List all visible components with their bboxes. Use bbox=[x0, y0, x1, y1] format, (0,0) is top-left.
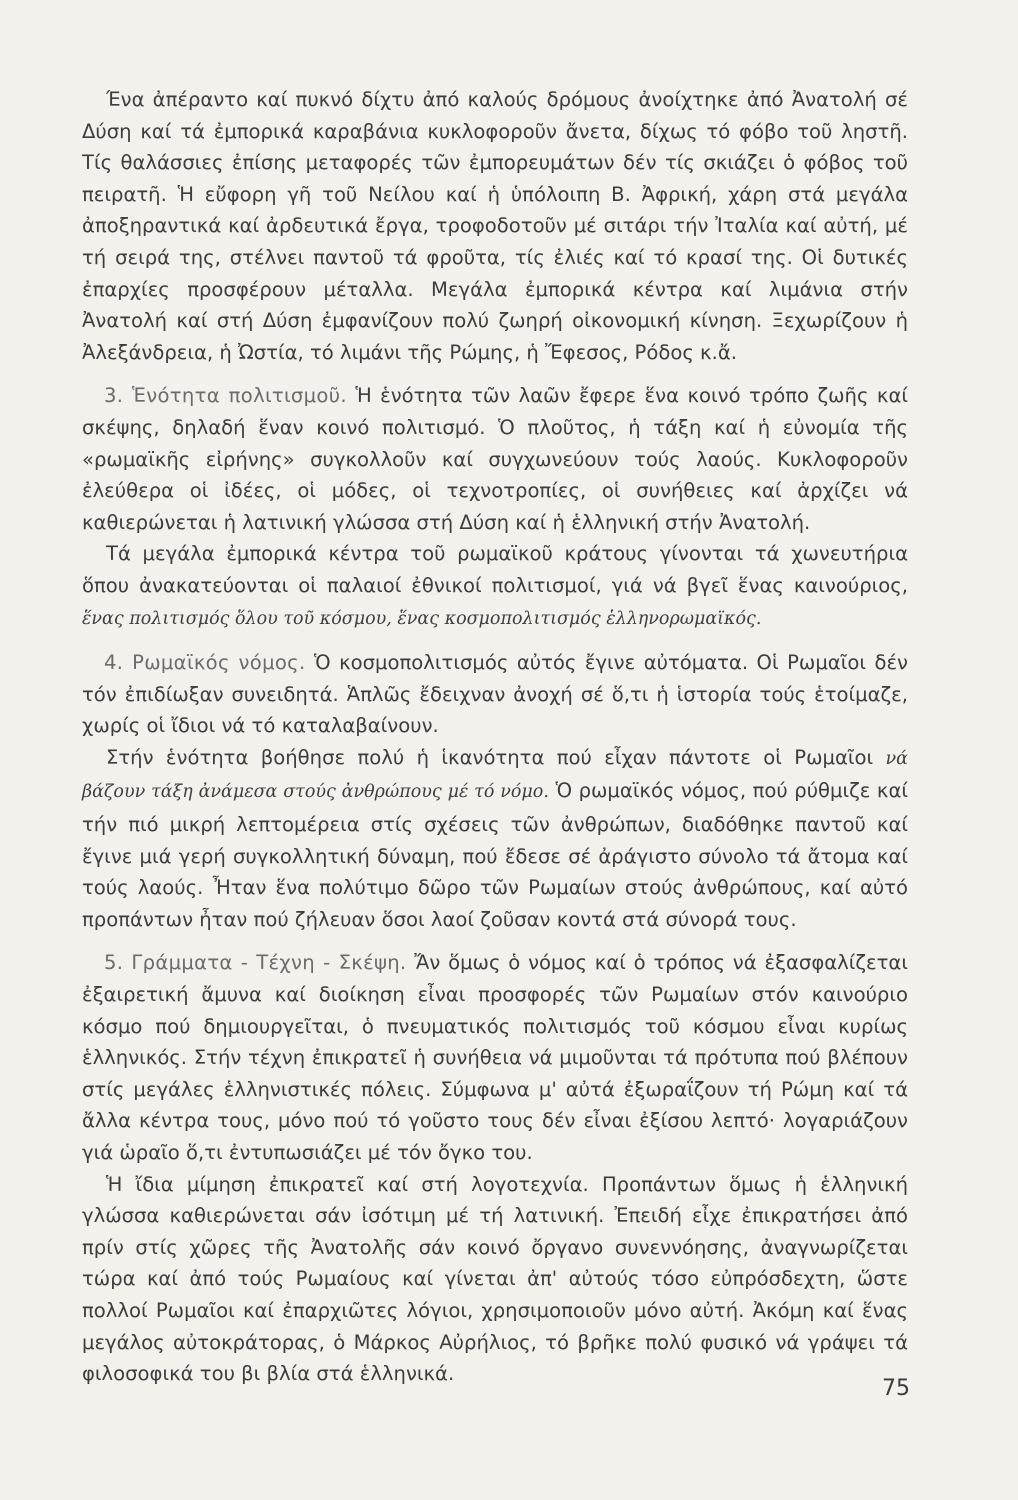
section-3-unity-of-civilization bbox=[82, 380, 908, 538]
italic-phrase: ἕνας πολιτισμός ὅλου τοῦ κόσμου, ἕνας κοσμοπολιτισμός ἑλληνορωμαϊκός. bbox=[82, 608, 762, 629]
italic-phrase: νά βάζουν τάξη ἀνάμεσα στούς ἀνθρώπους μέ τό νόμο. bbox=[82, 748, 908, 803]
section-5-text: Ἄν ὅμως ὁ νόμος καί ὁ τρόπος νά ἐξασφαλίζεται ἐξαιρετική ἄμυνα καί διοίκηση εἶναι προσφορές τῶν Ρωμαίων στόν καινούριο κόσμο πού δημιουργεῖται, ὁ πνευματικός πολιτισμός τοῦ κόσμου εἶναι κυρίως ἑλληνικός. Στήν τέχνη ἐπικρατεῖ ἡ συνήθεια νά μιμοῦνται τά πρότυπα πού βλέπουν στίς μεγάλες ἑλληνιστικές πόλεις. Σύμφωνα μ' αὐτά ἐξωραΐζουν τή Ρώμη καί τά ἄλλα κέντρα τους, μόνο πού τό γοῦστο τους δέν εἶναι ἐξίσου λεπτό· λογαριάζουν γιά ὡραῖο ὅ,τι ἐντυπωσιάζει μέ τόν ὄγκο του. bbox=[82, 951, 908, 1164]
section-5-heading: 5. Γράμματα - Τέχνη - Σκέψη. bbox=[104, 951, 407, 975]
page-body bbox=[82, 84, 908, 1390]
section-3-text: Ἡ ἑνότητα τῶν λαῶν ἔφερε ἕνα κοινό τρόπο ζωῆς καί σκέψης, δηλαδή ἕναν κοινό πολιτισμό. Ὁ πλοῦτος, ἡ τάξη καί ἡ εὐνομία τῆς «ρωμαϊκῆς εἰρήνης» συγκολλοῦν καί συγχωνεύουν τούς λαούς. Κυκλοφοροῦν ἐλεύθερα οἱ ἰδέες, οἱ μόδες, οἱ τεχνοτροπίες, οἱ συνήθειες καί ἀρχίζει νά καθιερώνεται ἡ λατινική γλώσσα στή Δύση καί ἡ ἑλληνική στήν Ἀνατολή. bbox=[82, 384, 908, 534]
paragraph-literature bbox=[82, 1169, 908, 1390]
section-4-text: Ὁ κοσμοπολιτισμός αὐτός ἔγινε αὐτόματα. Οἱ Ρωμαῖοι δέν τόν ἐπιδίωξαν συνειδητά. Ἁπλῶς ἔδειχναν ἀνοχή σέ ὅ,τι ἡ ἱστορία τούς ἑτοίμαζε, χωρίς οἱ ἴδιοι νά τό καταλαβαίνουν. bbox=[82, 651, 908, 738]
paragraph-text: Ἡ ἴδια μίμηση ἐπικρατεῖ καί στή λογοτεχνία. Προπάντων ὅμως ἡ ἑλληνική γλώσσα καθιερώνεται σάν ἰσότιμη μέ τή λατινική. Ἐπειδή εἶχε ἐπικρατήσει ἀπό πρίν στίς χῶρες τῆς Ἀνατολῆς σάν κοινό ὄργανο συνεννόησης, ἀναγνωρίζεται τώρα καί ἀπό τούς Ρωμαίους καί γίνεται ἀπ' αὐτούς τόσο εὐπρόσδεχτη, ὥστε πολλοί Ρωμαῖοι καί ἐπαρχιῶτες λόγιοι, χρησιμοποιοῦν μόνο αὐτή. Ἀκόμη καί ἕνας μεγάλος αὐτοκράτορας, ὁ Μάρκος Αὐρήλιος, τό βρῆκε πολύ φυσικό νά γράψει τά φιλοσοφικά του βι βλία στά ἑλληνικά. bbox=[82, 1172, 908, 1386]
section-4-heading: 4. Ρωμαϊκός νόμος. bbox=[104, 651, 306, 675]
paragraph-text: Τά μεγάλα ἐμπορικά κέντρα τοῦ ρωμαϊκοῦ κράτους γίνονται τά χωνευτήρια ὅπου ἀνακατεύονται οἱ παλαιοί ἐθνικοί πολιτισμοί, γιά νά βγεῖ ἕνας καινούριος, bbox=[82, 542, 908, 597]
section-4-roman-law bbox=[82, 647, 908, 742]
paragraph-trade-routes bbox=[82, 84, 908, 368]
section-5-letters-art-thought bbox=[82, 947, 908, 1168]
page-number: 75 bbox=[882, 1376, 910, 1401]
paragraph-text: Στήν ἑνότητα βοήθησε πολύ ἡ ἱκανότητα πού εἶχαν πάντοτε οἱ Ρωμαῖοι bbox=[106, 745, 874, 769]
paragraph-melting-pots bbox=[82, 538, 908, 635]
paragraph-roman-law-detail bbox=[82, 742, 908, 936]
paragraph-text: Ένα ἀπέραντο καί πυκνό δίχτυ ἀπό καλούς δρόμους ἀνοίχτηκε ἀπό Ἀνατολή σέ Δύση καί τά ἐμπορικά καραβάνια κυκλοφοροῦν ἄνετα, δίχως τό φόβο τοῦ ληστῆ. Τίς θαλάσσιες ἐπίσης μεταφορές τῶν ἐμπορευμάτων δέν τίς σκιάζει ὁ φόβος τοῦ πειρατῆ. Ἡ εὔφορη γῆ τοῦ Νείλου καί ἡ ὑπόλοιπη Β. Ἀφρική, χάρη στά μεγάλα ἀποξηραντικά καί ἀρδευτικά ἔργα, τροφοδοτοῦν μέ σιτάρι τήν Ἰταλία καί αὐτή, μέ τή σειρά της, στέλνει παντοῦ τά φροῦτα, τίς ἐλιές καί τό κρασί της. Οἱ δυτικές ἐπαρχίες προσφέρουν μέταλλα. Μεγάλα ἐμπορικά κέντρα καί λιμάνια στήν Ἀνατολή καί στή Δύση ἐμφανίζουν πολύ ζωηρή οἰκονομική κίνηση. Ξεχωρίζουν ἡ Ἀλεξάνδρεια, ἡ Ὠστία, τό λιμάνι τῆς Ρώμης, ἡ Ἔφεσος, Ρόδος κ.ἄ. bbox=[82, 88, 908, 364]
paragraph-text-rest: Ὁ ρωμαϊκός νόμος, πού ρύθμιζε καί τήν πιό μικρή λεπτομέρεια στίς σχέσεις τῶν ἀνθρώπων, διαδόθηκε παντοῦ καί ἔγινε μιά γερή συγκολλητική δύναμη, πού ἔδεσε σέ ἀράγιστο σύνολο τά ἄτομα καί τούς λαούς. Ἦταν ἕνα πολύτιμο δῶρο τῶν Ρωμαίων στούς ἀνθρώπους, καί αὐτό προπάντων ἦταν πού ζήλευαν ὅσοι λαοί ζοῦσαν κοντά στά σύνορά τους. bbox=[82, 779, 908, 931]
section-3-heading: 3. Ἑνότητα πολιτισμοῦ. bbox=[104, 384, 347, 408]
